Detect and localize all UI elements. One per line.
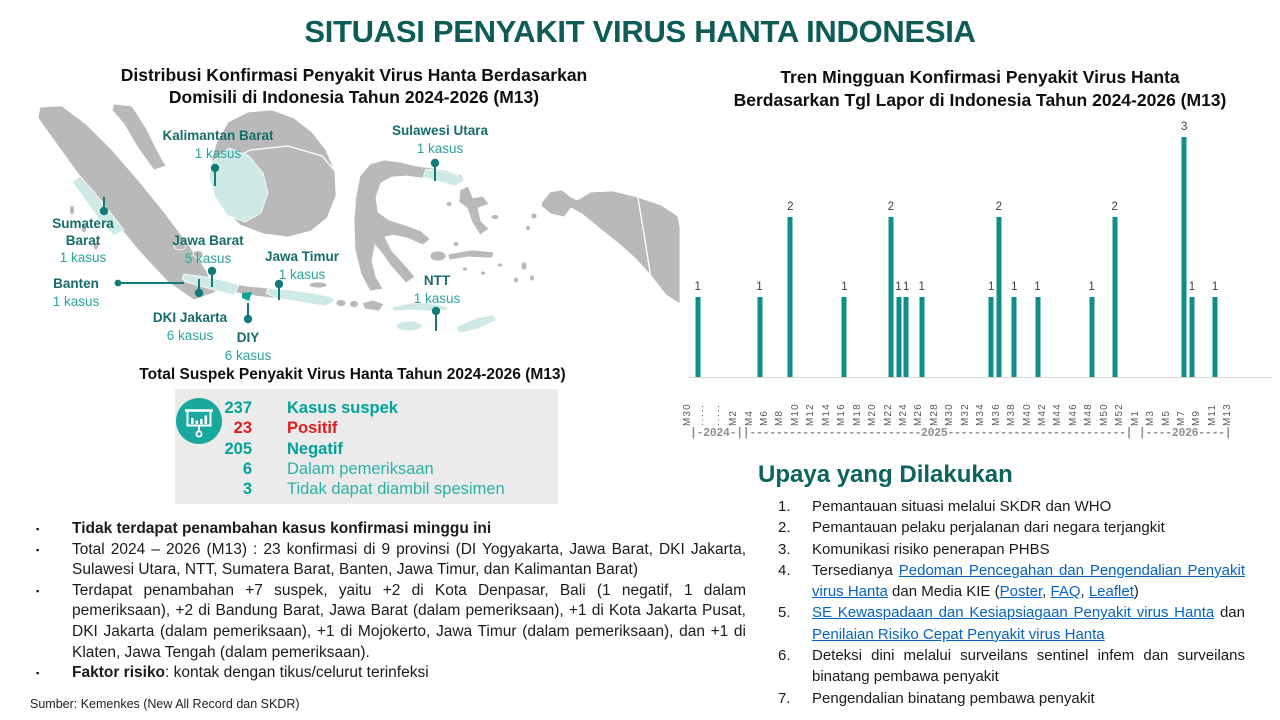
- island-seram: [448, 250, 494, 260]
- bar-2025-M22: [896, 297, 901, 377]
- upaya-item-number: 3.: [778, 540, 791, 558]
- island-lombok: [350, 301, 359, 308]
- bar-2025-M23: [904, 297, 909, 377]
- bar-2025-M47: [1089, 297, 1094, 377]
- suspek-label: Tidak dapat diambil spesimen: [287, 480, 505, 499]
- island-mentawai-1: [70, 205, 75, 215]
- x-tick-label: M26: [913, 403, 925, 426]
- bullet-item: [36, 663, 746, 684]
- island-aru-1: [521, 262, 527, 270]
- map-pin-ntt: [432, 307, 440, 331]
- suspek-stats-box: [175, 389, 558, 504]
- bullet-item: [36, 519, 746, 540]
- suspek-row: [175, 398, 558, 418]
- bar-value-label: 1: [1188, 281, 1196, 293]
- island-bali: [336, 300, 346, 307]
- suspek-row: [175, 418, 558, 438]
- map-pin-diy: [244, 303, 252, 323]
- island-maluku-2: [491, 215, 499, 220]
- suspek-title: Total Suspek Penyakit Virus Hanta Tahun 2024-2026 (M13): [139, 366, 566, 383]
- bar-value-label: 3: [1181, 121, 1188, 133]
- bar-2025-M21: [888, 217, 893, 377]
- suspek-value: 6: [242, 459, 252, 478]
- bar-2025-M25: [919, 297, 924, 377]
- bullet-text: Faktor risiko: kontak dengan tikus/celurut terinfeksi: [72, 664, 429, 682]
- upaya-link[interactable]: Penilaian Risiko Cepat Penyakit virus Hanta: [812, 625, 1105, 643]
- province-case-count: 1 kasus: [194, 145, 242, 161]
- map-label-sulawesi-utara: [392, 123, 488, 157]
- bar-value-label: 1: [1011, 281, 1018, 293]
- suspek-value: 205: [224, 439, 252, 458]
- suspek-label: Kasus suspek: [287, 399, 398, 417]
- island-timor-ntt: [456, 315, 497, 333]
- bullet-item: [36, 540, 746, 581]
- bar-2025-M4: [757, 297, 762, 377]
- bar-2026-M10: [1213, 297, 1218, 377]
- upaya-link[interactable]: Poster: [999, 583, 1043, 601]
- upaya-item-text: Pemantauan pelaku perjalanan dari negara terjangkit: [812, 519, 1165, 537]
- x-tick-label: M12: [805, 403, 817, 426]
- x-tick-label: M7: [1175, 409, 1187, 426]
- island-aru-2: [514, 277, 519, 283]
- province-case-count: 1 kasus: [413, 290, 461, 306]
- upaya-item-2: [778, 517, 1245, 538]
- bar-value-label: 1: [1088, 281, 1095, 293]
- bar-2026-M7: [1189, 297, 1194, 377]
- year-axis: |-2024-||--------------------------2025---------------------------| |----2026----|: [690, 427, 1232, 440]
- bullet-marker-icon: ▪: [36, 668, 40, 679]
- province-sulawesi-utara: [423, 169, 464, 186]
- province-case-count: 5 kasus: [184, 250, 232, 266]
- page-title: SITUASI PENYAKIT VIRUS HANTA INDONESIA: [304, 14, 976, 49]
- x-tick-label: M11: [1206, 403, 1218, 426]
- province-case-count: 1 kasus: [416, 140, 464, 156]
- bar-value-label: 1: [756, 281, 763, 293]
- island-buru: [430, 251, 446, 261]
- x-tick-label: M50: [1098, 403, 1110, 426]
- suspek-row: [175, 439, 558, 459]
- suspek-value: 3: [242, 480, 252, 499]
- x-tick-label: M30: [681, 403, 693, 426]
- map-label-jawa-barat: [172, 233, 243, 267]
- x-tick-label: M10: [789, 403, 801, 426]
- x-tick-label: M24: [897, 403, 909, 426]
- bar-value-label: 1: [1034, 281, 1041, 293]
- bar-2025-M37: [1012, 297, 1017, 377]
- upaya-item-5: [778, 602, 1245, 645]
- upaya-heading: Upaya yang Dilakukan: [758, 461, 1013, 488]
- suspek-value: 237: [224, 399, 252, 417]
- map-label-dki-jakarta: [153, 310, 227, 344]
- upaya-item-text: Tersedianya Pedoman Pencegahan dan Pengendalian Penyakit virus Hanta dan Media KIE (Poster, FAQ, Leaflet): [812, 561, 1245, 601]
- province-case-count: 6 kasus: [224, 347, 272, 363]
- x-tick-label: M13: [1222, 403, 1234, 426]
- summary-bullets: [36, 519, 746, 684]
- x-tick-label: M5: [1160, 409, 1172, 426]
- island-madura: [309, 282, 327, 288]
- source-note: Sumber: Kemenkes (New All Record dan SKDR): [30, 697, 300, 711]
- island-papua: [541, 190, 680, 304]
- x-tick-label: M32: [959, 403, 971, 426]
- x-tick-label: M34: [975, 403, 987, 426]
- island-halmahera: [459, 186, 489, 235]
- upaya-link[interactable]: Pedoman Pencegahan dan Pengendalian Penyakit virus Hanta: [812, 561, 1245, 601]
- x-tick-label: M38: [1006, 403, 1018, 426]
- x-tick-label: M28: [928, 403, 940, 426]
- island-maluku-1: [446, 202, 452, 207]
- province-case-count: 1 kasus: [59, 250, 107, 265]
- upaya-item-text: Deteksi dini melalui surveilans sentinel infem dan surveilans binatang pembawa penyakit: [812, 647, 1245, 686]
- suspek-row: [175, 459, 558, 479]
- map-label-jawa-timur: [265, 249, 339, 283]
- x-tick-label: M1: [1129, 409, 1141, 426]
- bullet-text: Total 2024 – 2026 (M13) : 23 konfirmasi di 9 provinsi (DI Yogyakarta, Jawa Barat, DKI Jakarta, Sulawesi Utara, NTT, Sumatera Barat, Banten, Jawa Timur, dan Kalimantan Barat): [72, 540, 746, 579]
- upaya-item-1: [778, 496, 1245, 517]
- map-label-ntt: [414, 273, 461, 307]
- x-tick-label: ·····: [697, 403, 709, 426]
- upaya-item-number: 2.: [778, 519, 791, 537]
- upaya-link[interactable]: FAQ: [1050, 583, 1081, 601]
- upaya-item-text: SE Kewaspadaan dan Kesiapsiagaan Penyakit virus Hanta dan Penilaian Risiko Cepat Penyakit virus Hanta: [812, 604, 1245, 643]
- x-tick-label: M44: [1052, 403, 1064, 426]
- island-rajaampat-1: [531, 213, 537, 219]
- bar-value-label: 2: [1111, 201, 1118, 213]
- bar-value-label: 1: [895, 281, 902, 293]
- suspek-label: Positif: [287, 419, 338, 438]
- province-name-line2: Barat: [65, 232, 101, 248]
- map-title-line1: Distribusi Konfirmasi Penyakit Virus Hanta Berdasarkan: [120, 65, 588, 85]
- x-tick-label: M16: [836, 403, 848, 426]
- x-tick-label: M48: [1083, 403, 1095, 426]
- x-tick-label: M30: [944, 403, 956, 426]
- bar-value-label: 2: [995, 201, 1003, 213]
- province-jawa-timur: [266, 288, 335, 306]
- bar-value-label: 1: [1211, 281, 1219, 293]
- bullet-marker-icon: ▪: [36, 524, 40, 534]
- indonesia-map: [28, 104, 680, 366]
- x-tick-label: M3: [1145, 409, 1157, 426]
- map-title-line2: Domisili di Indonesia Tahun 2024-2026 (M13): [168, 87, 540, 107]
- x-axis-ticks: [681, 379, 1246, 426]
- province-diy: [242, 292, 252, 301]
- chart-title: [688, 66, 1272, 112]
- bar-2025-M40: [1035, 297, 1040, 377]
- x-tick-label: M22: [882, 403, 894, 426]
- x-tick-label: M36: [990, 403, 1002, 426]
- bar-2024-M30: [695, 297, 700, 377]
- province-name: Jawa Timur: [264, 249, 340, 264]
- upaya-item-text: Komunikasi risiko penerapan PHBS: [812, 540, 1050, 558]
- x-tick-label: M4: [743, 409, 755, 426]
- x-tick-label: M9: [1191, 409, 1203, 426]
- upaya-item-number: 4.: [778, 561, 791, 579]
- bar-value-label: 1: [918, 281, 925, 293]
- upaya-item-text: Pengendalian binatang pembawa penyakit: [812, 689, 1095, 707]
- island-banda-2: [481, 271, 486, 275]
- bullet-text: Terdapat penambahan +7 suspek, yaitu +2 di Kota Denpasar, Bali (1 negatif, 1 dalam pemeriksaan), +2 di Bandung Barat, Jawa Barat (dalam pemeriksaan), +1 di Kota Jakarta Pusat, DKI Jakarta (dalam pemeriksaan), +1 di Mojokerto, Jawa Timur (dalam pemeriksaan), dan +1 di Klaten, Jawa Tengah (dalam pemeriksaan).: [72, 581, 746, 661]
- x-tick-label: M42: [1036, 403, 1048, 426]
- suspek-label: Negatif: [287, 439, 343, 458]
- island-banda-1: [463, 267, 468, 271]
- x-tick-label: M14: [820, 403, 832, 426]
- weekly-trend-chart: [690, 118, 1246, 377]
- x-axis-line: [688, 377, 1272, 378]
- suspek-row: [175, 479, 558, 499]
- x-tick-label: M52: [1114, 403, 1126, 426]
- province-case-count: 6 kasus: [166, 327, 214, 343]
- bar-2025-M34: [989, 297, 994, 377]
- bar-2025-M8: [788, 217, 793, 377]
- map-label-banten: [53, 276, 100, 310]
- province-name: Kalimantan Barat: [162, 128, 274, 143]
- indonesia-map-svg: [28, 104, 680, 366]
- upaya-item-text: Pemantauan situasi melalui SKDR dan WHO: [812, 498, 1112, 515]
- x-tick-label: M6: [758, 409, 770, 426]
- province-name: DKI Jakarta: [152, 310, 228, 325]
- upaya-item-6: [778, 645, 1245, 688]
- province-name: Jawa Barat: [172, 233, 244, 248]
- bar-2025-M35: [996, 217, 1001, 377]
- bar-value-label: 1: [841, 281, 848, 293]
- upaya-list: [778, 496, 1245, 709]
- upaya-item-number: 6.: [778, 647, 791, 665]
- province-name: Banten: [53, 276, 99, 291]
- x-tick-label: M8: [774, 409, 786, 426]
- upaya-item-4: [778, 560, 1245, 603]
- upaya-link[interactable]: Leaflet: [1088, 583, 1134, 601]
- suspek-label: Dalam pemeriksaan: [287, 459, 434, 478]
- bar-value-label: 2: [787, 201, 794, 213]
- province-name: Sumatera: [52, 216, 114, 231]
- upaya-item-number: 1.: [778, 498, 791, 515]
- chart-title-line2: Berdasarkan Tgl Lapor di Indonesia Tahun 2024-2026 (M13): [733, 90, 1227, 110]
- x-tick-label: M46: [1067, 403, 1079, 426]
- bar-2025-M15: [842, 297, 847, 377]
- x-tick-label: M20: [867, 403, 879, 426]
- upaya-item-number: 7.: [778, 689, 791, 707]
- island-rajaampat-2: [526, 226, 531, 231]
- island-banda-3: [498, 263, 503, 267]
- island-maluku-3: [453, 242, 459, 247]
- bullet-marker-icon: ▪: [36, 585, 40, 596]
- bullet-text: Tidak terdapat penambahan kasus konfirmasi minggu ini: [72, 520, 492, 537]
- chart-title-line1: Tren Mingguan Konfirmasi Penyakit Virus Hanta: [780, 67, 1180, 87]
- upaya-link[interactable]: SE Kewaspadaan dan Kesiapsiagaan Penyakit virus Hanta: [812, 604, 1215, 622]
- map-label-kalimantan-barat: [162, 128, 273, 162]
- bullet-item: [36, 581, 746, 663]
- province-case-count: 1 kasus: [278, 266, 326, 282]
- province-name: NTT: [423, 273, 451, 288]
- island-aru-3: [530, 275, 535, 281]
- province-case-count: 1 kasus: [52, 293, 100, 309]
- bar-2026-M6: [1182, 137, 1187, 377]
- province-name: Sulawesi Utara: [391, 123, 489, 138]
- bar-value-label: 1: [903, 281, 910, 293]
- bullet-marker-icon: ▪: [36, 544, 40, 555]
- suspek-value: 23: [233, 419, 252, 438]
- suspek-rows: [175, 398, 558, 499]
- upaya-item-7: [778, 688, 1245, 709]
- bar-2025-M50: [1112, 217, 1117, 377]
- bar-value-label: 1: [694, 281, 701, 293]
- bar-value-label: 1: [987, 281, 995, 293]
- map-label-diy: [225, 330, 272, 364]
- x-tick-label: ·····: [712, 403, 724, 426]
- bar-value-label: 2: [887, 201, 894, 213]
- upaya-item-3: [778, 539, 1245, 560]
- x-tick-label: M40: [1021, 403, 1033, 426]
- island-sumba-ntt: [396, 321, 422, 331]
- island-sumbawa: [362, 300, 384, 311]
- map-label-sumatera-barat: [52, 216, 114, 266]
- upaya-item-number: 5.: [778, 604, 791, 622]
- x-tick-label: M2: [728, 409, 740, 426]
- province-name: DIY: [236, 330, 260, 345]
- x-tick-label: M18: [851, 403, 863, 426]
- map-title: [30, 64, 678, 108]
